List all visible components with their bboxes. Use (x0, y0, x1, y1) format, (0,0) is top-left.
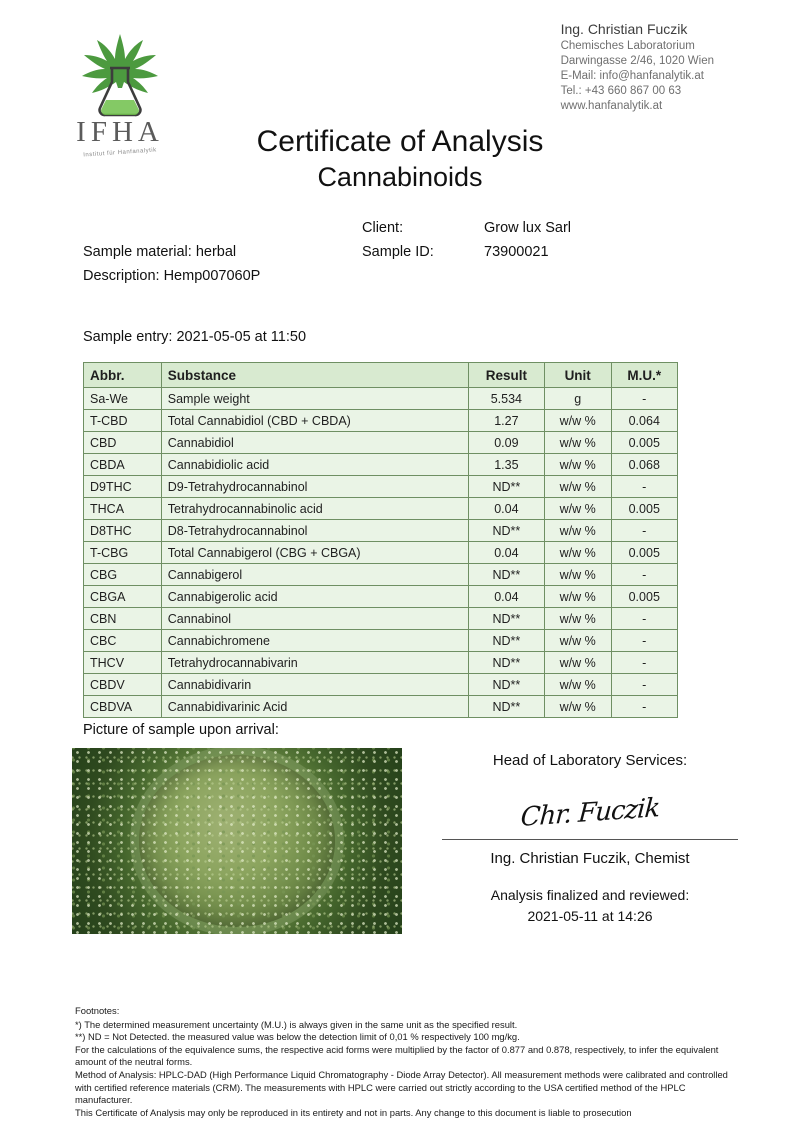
table-row (84, 586, 678, 608)
sample-id-row (362, 240, 571, 264)
page-title (0, 124, 800, 194)
cell-mu: - (611, 696, 677, 718)
sample-meta-left (83, 240, 260, 288)
cell-unit: w/w % (544, 520, 611, 542)
signature-block (430, 752, 750, 927)
footnotes (75, 1005, 745, 1119)
sample-material: Sample material: herbal (83, 244, 237, 260)
cell-substance: Cannabidiol (161, 432, 468, 454)
cell-result: 0.09 (468, 432, 544, 454)
cell-unit: w/w % (544, 476, 611, 498)
cannabis-leaf-flask-logo-icon (60, 28, 180, 120)
cell-abbr: CBGA (84, 586, 162, 608)
cell-result: 0.04 (468, 542, 544, 564)
cell-unit: w/w % (544, 674, 611, 696)
header-result: Result (468, 363, 544, 388)
cell-unit: w/w % (544, 564, 611, 586)
header-substance: Substance (161, 363, 468, 388)
table-row (84, 564, 678, 586)
table-row (84, 542, 678, 564)
cell-substance: Cannabinol (161, 608, 468, 630)
handwritten-signature: Chr. Fuczik (519, 793, 661, 833)
client-label: Client: (362, 220, 404, 236)
cell-mu: - (611, 564, 677, 586)
cell-unit: w/w % (544, 652, 611, 674)
cell-mu: 0.005 (611, 498, 677, 520)
cell-abbr: T-CBG (84, 542, 162, 564)
lab-name: Ing. Christian Fuczik (560, 21, 688, 37)
client-value: Grow lux Sarl (484, 220, 572, 236)
finalized-date: 2021-05-11 at 14:26 (527, 908, 653, 924)
sample-description: Description: Hemp007060P (83, 268, 261, 284)
cell-unit: w/w % (544, 696, 611, 718)
client-row (362, 216, 571, 240)
cell-mu: 0.064 (611, 410, 677, 432)
cell-unit: w/w % (544, 498, 611, 520)
cell-abbr: CBC (84, 630, 162, 652)
cell-mu: 0.068 (611, 454, 677, 476)
cell-unit: w/w % (544, 630, 611, 652)
cell-substance: D9-Tetrahydrocannabinol (161, 476, 468, 498)
cell-substance: Cannabigerol (161, 564, 468, 586)
cell-abbr: CBDVA (84, 696, 162, 718)
cell-substance: Cannabidiolic acid (161, 454, 468, 476)
table-row (84, 630, 678, 652)
cell-substance: Total Cannabigerol (CBG + CBGA) (161, 542, 468, 564)
logo-wordmark: IFHA (76, 116, 164, 148)
cell-unit: w/w % (544, 542, 611, 564)
signatory-name: Ing. Christian Fuczik, Chemist (490, 850, 690, 867)
cell-substance: Sample weight (161, 388, 468, 410)
cell-result: 0.04 (468, 498, 544, 520)
cell-abbr: CBN (84, 608, 162, 630)
cell-mu: 0.005 (611, 542, 677, 564)
table-row (84, 410, 678, 432)
table-row (84, 476, 678, 498)
cell-substance: Tetrahydrocannabivarin (161, 652, 468, 674)
cell-substance: Total Cannabidiol (CBD + CBDA) (161, 410, 468, 432)
table-row (84, 652, 678, 674)
sample-texture (72, 748, 402, 934)
lab-contact-block (561, 22, 714, 114)
cell-mu: - (611, 674, 677, 696)
cell-result: ND** (468, 608, 544, 630)
cell-abbr: T-CBD (84, 410, 162, 432)
results-table-wrapper (83, 362, 678, 718)
cell-mu: - (611, 388, 677, 410)
cell-substance: Cannabichromene (161, 630, 468, 652)
cell-abbr: CBDV (84, 674, 162, 696)
cell-result: 1.27 (468, 410, 544, 432)
header-abbr: Abbr. (84, 363, 162, 388)
cell-abbr: D8THC (84, 520, 162, 542)
cell-mu: 0.005 (611, 586, 677, 608)
cell-result: 5.534 (468, 388, 544, 410)
footnote-nd: **) ND = Not Detected. the measured value was below the detection limit of 0,01 % respectively 100 mg/kg. (75, 1031, 520, 1043)
sample-id-label: Sample ID: (362, 244, 434, 260)
cell-result: ND** (468, 520, 544, 542)
sample-picture-label: Picture of sample upon arrival: (83, 722, 279, 738)
cell-abbr: THCA (84, 498, 162, 520)
table-header-row (84, 363, 678, 388)
cell-result: ND** (468, 652, 544, 674)
cell-result: ND** (468, 564, 544, 586)
table-row (84, 608, 678, 630)
cell-result: ND** (468, 476, 544, 498)
cell-abbr: D9THC (84, 476, 162, 498)
cannabinoid-results-table (83, 362, 678, 718)
cell-abbr: CBDA (84, 454, 162, 476)
signature-title: Head of Laboratory Services: (492, 752, 688, 769)
footnotes-title: Footnotes: (75, 1005, 120, 1016)
cell-mu: - (611, 608, 677, 630)
cell-substance: Tetrahydrocannabinolic acid (161, 498, 468, 520)
cell-abbr: CBD (84, 432, 162, 454)
footnote-mu: *) The determined measurement uncertainty (M.U.) is always given in the same unit as the specified result. (75, 1018, 518, 1030)
cell-abbr: Sa-We (84, 388, 162, 410)
cell-unit: w/w % (544, 432, 611, 454)
title-sub: Cannabinoids (317, 162, 483, 192)
footnote-reproduction: This Certificate of Analysis may only be reproduced in its entirety and not in parts. Any change to this document is liable to prosecution (75, 1106, 632, 1118)
cell-result: 0.04 (468, 586, 544, 608)
header-mu: M.U.* (611, 363, 677, 388)
table-row (84, 520, 678, 542)
cell-result: 1.35 (468, 454, 544, 476)
cell-result: ND** (468, 696, 544, 718)
cell-mu: 0.005 (611, 432, 677, 454)
cell-unit: w/w % (544, 410, 611, 432)
lab-phone: Tel.: +43 660 867 00 63 (560, 85, 682, 97)
table-row (84, 696, 678, 718)
cell-result: ND** (468, 630, 544, 652)
table-body (84, 388, 678, 718)
table-row (84, 498, 678, 520)
cell-mu: - (611, 630, 677, 652)
cell-substance: D8-Tetrahydrocannabinol (161, 520, 468, 542)
lab-line-1: Chemisches Laboratorium (560, 40, 695, 52)
cell-mu: - (611, 652, 677, 674)
sample-entry: Sample entry: 2021-05-05 at 11:50 (83, 329, 307, 345)
sample-id-value: 73900021 (484, 244, 549, 260)
table-row (84, 454, 678, 476)
cell-unit: g (544, 388, 611, 410)
cell-unit: w/w % (544, 454, 611, 476)
footnote-method: Method of Analysis: HPLC-DAD (High Performance Liquid Chromatography - Diode Array Detector). All measurement methods were calibrated and controlled with certified reference materials (CRM). The measurements with HPLC were carried out strictly according to the USA certified method of the HPLC manufacturer. (75, 1068, 728, 1106)
cell-substance: Cannabidivarinic Acid (161, 696, 468, 718)
lab-email: E-Mail: info@hanfanalytik.at (560, 70, 704, 82)
cell-mu: - (611, 520, 677, 542)
sample-meta-right (362, 216, 571, 264)
finalized-label: Analysis finalized and reviewed: (490, 887, 690, 903)
cell-result: ND** (468, 674, 544, 696)
cell-substance: Cannabidivarin (161, 674, 468, 696)
lab-line-2: Darwingasse 2/46, 1020 Wien (560, 55, 714, 67)
cell-unit: w/w % (544, 586, 611, 608)
title-main: Certificate of Analysis (256, 125, 544, 158)
cell-abbr: CBG (84, 564, 162, 586)
cell-mu: - (611, 476, 677, 498)
cell-substance: Cannabigerolic acid (161, 586, 468, 608)
cell-unit: w/w % (544, 608, 611, 630)
footnote-equivalence: For the calculations of the equivalence sums, the respective acid forms were multiplied by the factor of 0.877 and 0.878, respectively, to infer the equivalent amount of the neutral forms. (75, 1043, 719, 1068)
table-row (84, 674, 678, 696)
logo-subtext: Institut für Hanfanalytik (83, 147, 157, 159)
header-unit: Unit (544, 363, 611, 388)
table-row (84, 432, 678, 454)
lab-website: www.hanfanalytik.at (560, 100, 663, 112)
table-row (84, 388, 678, 410)
sample-photo (72, 748, 402, 934)
cell-abbr: THCV (84, 652, 162, 674)
